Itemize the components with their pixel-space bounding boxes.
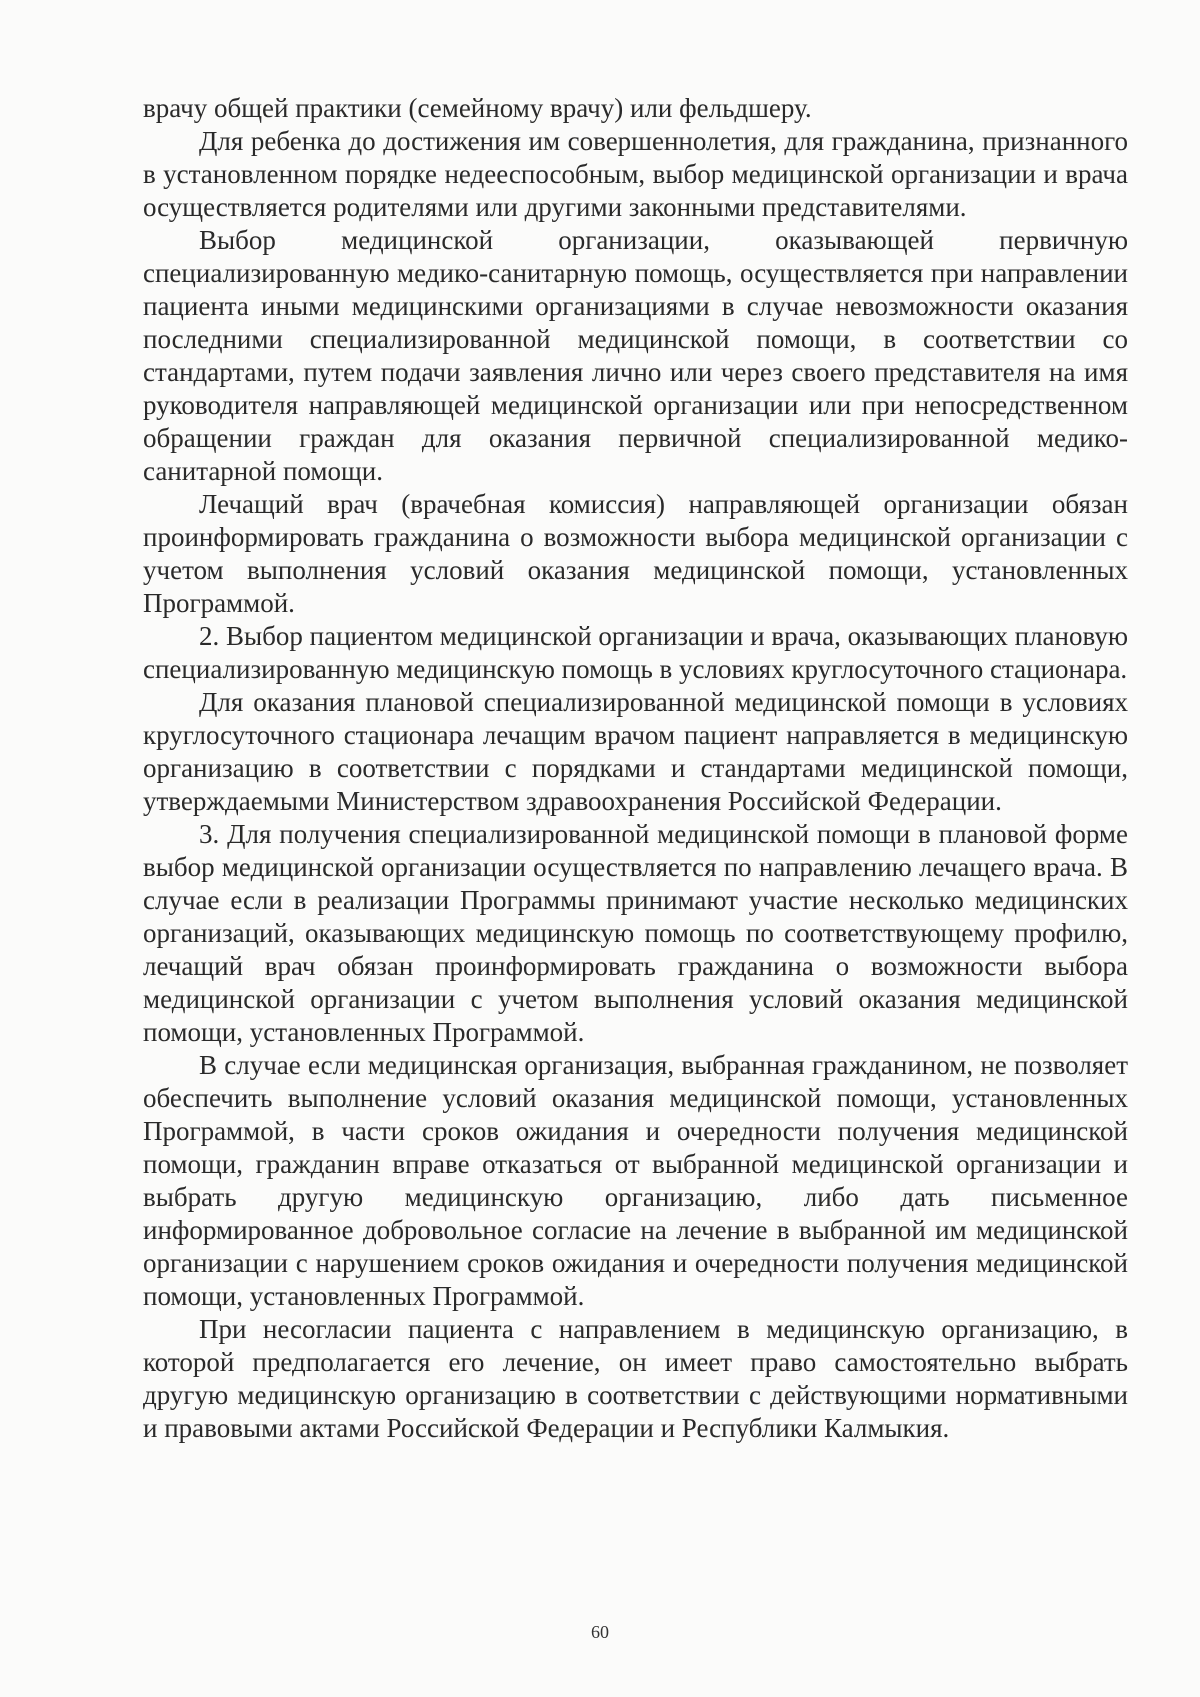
paragraph-continuation: врачу общей практики (семейному врачу) или фельдшеру. (143, 93, 812, 123)
paragraph-numbered: 3. Для получения специализированной медицинской помощи в плановой форме выбор медицинской организации осуществляется по направлению лечащего врача. В случае если в реализации Программы принимают участие несколько медицинских организаций, оказывающих медицинскую помощь по соответствующему профилю, лечащий врач обязан проинформировать гражданина о возможности выбора медицинской организации с учетом выполнения условий оказания медицинской помощи, установленных Программой. (143, 819, 1128, 1047)
paragraph: В случае если медицинская организация, выбранная гражданином, не позволяет обеспечить выполнение условий оказания медицинской помощи, установленных Программой, в части сроков ожидания и очередности получения медицинской помощи, гражданин вправе отказаться от выбранной медицинской организации и выбрать другую медицинскую организацию, либо дать письменное информированное добровольное согласие на лечение в выбранной им медицинской организации с нарушением сроков ожидания и очередности получения медицинской помощи, установленных Программой. (143, 1050, 1128, 1311)
document-body (143, 92, 1128, 1445)
paragraph-numbered: 2. Выбор пациентом медицинской организации и врача, оказывающих плановую специализированную медицинскую помощь в условиях круглосуточного стационара. (143, 621, 1128, 684)
page-number: 60 (591, 1622, 609, 1642)
paragraph: Для ребенка до достижения им совершеннолетия, для гражданина, признанного в установленном порядке недееспособным, выбор медицинской организации и врача осуществляется родителями или другими законными представителями. (143, 126, 1128, 222)
paragraph: При несогласии пациента с направлением в медицинскую организацию, в которой предполагается его лечение, он имеет право самостоятельно выбрать другую медицинскую организацию в соответствии с действующими нормативными и правовыми актами Российской Федерации и Республики Калмыкия. (143, 1314, 1128, 1443)
paragraph: Лечащий врач (врачебная комиссия) направляющей организации обязан проинформировать гражданина о возможности выбора медицинской организации с учетом выполнения условий оказания медицинской помощи, установленных Программой. (143, 489, 1128, 618)
paragraph: Для оказания плановой специализированной медицинской помощи в условиях круглосуточного стационара лечащим врачом пациент направляется в медицинскую организацию в соответствии с порядками и стандартами медицинской помощи, утверждаемыми Министерством здравоохранения Российской Федерации. (143, 687, 1128, 816)
paragraph: Выбор медицинской организации, оказывающей первичную специализированную медико-санитарную помощь, осуществляется при направлении пациента иными медицинскими организациями в случае невозможности оказания последними специализированной медицинской помощи, в соответствии со стандартами, путем подачи заявления лично или через своего представителя на имя руководителя направляющей медицинской организации или при непосредственном обращении граждан для оказания первичной специализированной медико-санитарной помощи. (143, 225, 1128, 486)
